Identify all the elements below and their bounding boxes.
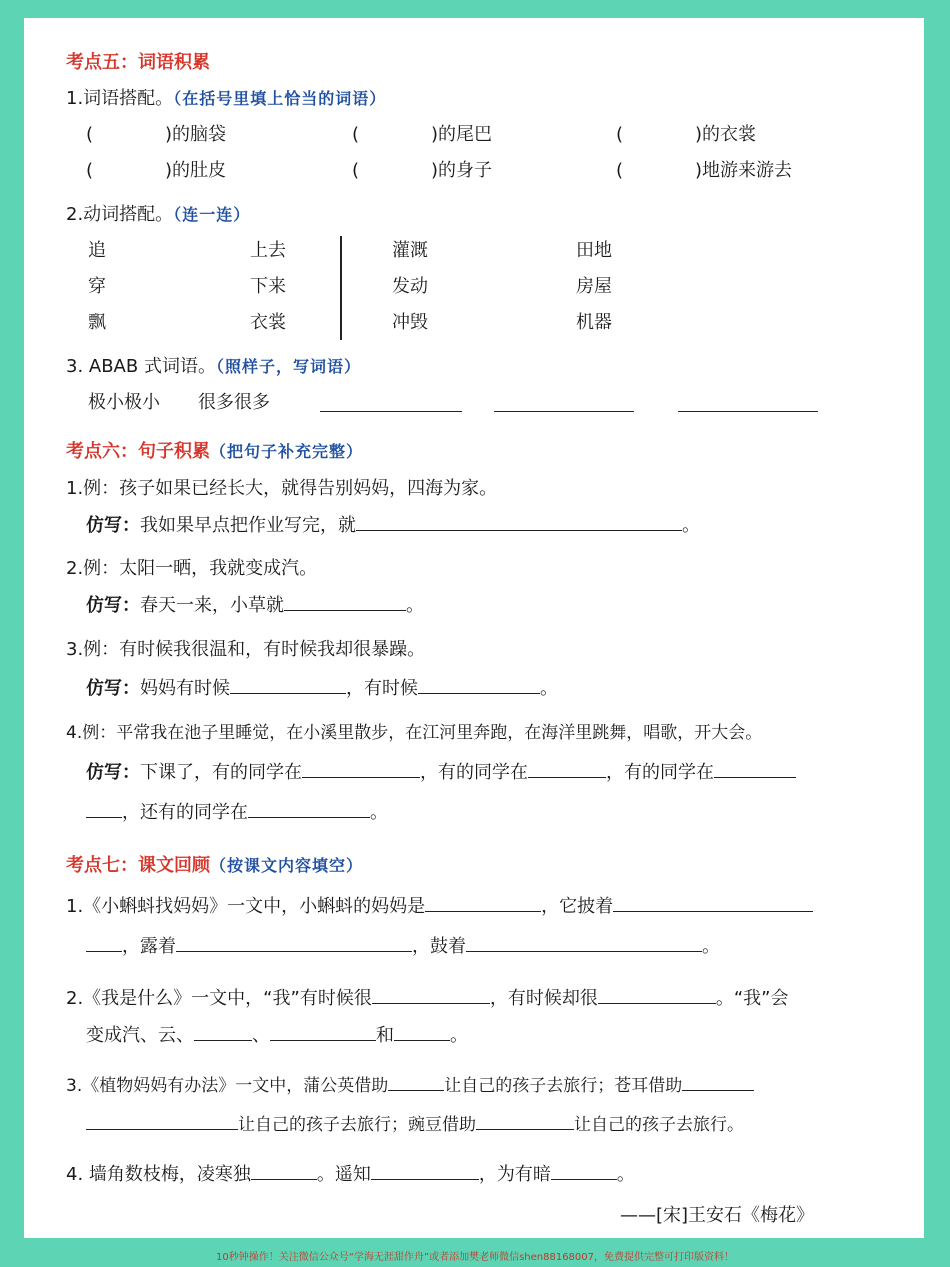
- abab-blank-3[interactable]: [678, 393, 818, 416]
- verb-left: 追: [88, 240, 106, 261]
- abab-blank-1[interactable]: [320, 393, 462, 416]
- q5-1-item-5: ( )的身子: [352, 160, 493, 181]
- q5-1-item-1: ( )的脑袋: [86, 124, 227, 145]
- object-left: 衣裳: [250, 312, 286, 333]
- q5-1-item-2: ( )的尾巴: [352, 124, 493, 145]
- review-q2-text-a: 2.《我是什么》一文中，“我”有时候很: [66, 988, 372, 1009]
- imitate-blank[interactable]: [418, 675, 540, 694]
- review-q3-text-d: 让自己的孩子去旅行。: [574, 1115, 744, 1135]
- review-q3-line1: [66, 1071, 754, 1096]
- q5-2-number: 2.动词搭配。: [66, 204, 174, 225]
- review-blank[interactable]: [476, 1111, 574, 1130]
- imitate-label: 仿写：: [86, 515, 140, 536]
- sentence-imitate-2: [86, 591, 424, 617]
- review-blank[interactable]: [466, 933, 702, 952]
- review-q3-line2: [86, 1110, 744, 1135]
- review-q3-text-c: 让自己的孩子去旅行；豌豆借助: [238, 1115, 476, 1135]
- review-blank[interactable]: [613, 893, 813, 912]
- sentence-example-2: 2.例：太阳一晒，我就变成汽。: [66, 558, 318, 579]
- review-q2-text-d: 变成汽、云、: [86, 1025, 194, 1046]
- imitate-end: 。: [370, 802, 388, 823]
- imitate-blank[interactable]: [714, 759, 796, 778]
- imitate-blank[interactable]: [230, 675, 346, 694]
- sentence-example-1: 1.例：孩子如果已经长大，就得告别妈妈，四海为家。: [66, 478, 498, 499]
- review-blank[interactable]: [86, 1111, 238, 1130]
- sentence-imitate-4-cont: [86, 798, 388, 824]
- imitate-text-c: ，有的同学在: [606, 762, 714, 783]
- q5-1-item-4: ( )的肚皮: [86, 160, 227, 181]
- section-6-header: [66, 437, 363, 463]
- q5-1-hint: （在括号里填上恰当的词语）: [173, 89, 387, 108]
- section-7-header: [66, 851, 363, 877]
- q5-3-prompt: [66, 352, 361, 378]
- imitate-blank[interactable]: [248, 799, 370, 818]
- review-blank[interactable]: [598, 985, 716, 1004]
- verb-right: 灌溉: [392, 240, 428, 261]
- review-blank[interactable]: [86, 933, 122, 952]
- review-blank[interactable]: [682, 1072, 754, 1091]
- object-right: 田地: [576, 240, 612, 261]
- review-q2-text-f: 和: [376, 1025, 394, 1046]
- review-blank[interactable]: [270, 1022, 376, 1041]
- imitate-blank[interactable]: [528, 759, 606, 778]
- section-5-title: 考点五：词语积累: [66, 52, 210, 73]
- review-q1-text-a: 1.《小蝌蚪找妈妈》一文中，小蝌蚪的妈妈是: [66, 896, 426, 917]
- sentence-example-3: 3.例：有时候我很温和，有时候我却很暴躁。: [66, 639, 426, 660]
- review-q2-line2: [86, 1021, 468, 1047]
- section-7-title: 考点七：课文回顾: [66, 855, 210, 876]
- q5-3-hint: （照样子，写词语）: [215, 357, 361, 376]
- imitate-text: 我如果早点把作业写完，就: [140, 515, 356, 536]
- review-blank[interactable]: [425, 893, 541, 912]
- review-q2-text-b: ，有时候却很: [489, 988, 598, 1009]
- imitate-label: 仿写：: [86, 595, 140, 616]
- abab-blank-2[interactable]: [494, 393, 634, 416]
- review-blank[interactable]: [551, 1161, 617, 1180]
- object-right: 房屋: [576, 276, 612, 297]
- verb-left: 穿: [88, 276, 106, 297]
- imitate-label: 仿写：: [86, 678, 140, 699]
- column-divider: [340, 236, 342, 340]
- q5-1-number: 1.词语搭配。: [66, 88, 174, 109]
- section-6-hint: （把句子补充完整）: [210, 442, 364, 461]
- sentence-imitate-4: [86, 758, 796, 784]
- review-q1-line1: [66, 892, 813, 918]
- abab-example-1: 极小极小: [88, 392, 160, 413]
- imitate-end: 。: [682, 515, 700, 536]
- review-q2-end: 。: [450, 1025, 468, 1046]
- review-q2-text-c: 。“我”会: [715, 988, 789, 1009]
- q5-2-hint: （连一连）: [173, 205, 251, 224]
- imitate-text-b: ，有的同学在: [420, 762, 528, 783]
- review-q1-line2: [86, 932, 720, 958]
- review-q2-line1: [66, 984, 788, 1010]
- sentence-example-4: 4.例：平常我在池子里睡觉，在小溪里散步，在江河里奔跑，在海洋里跳舞，唱歌，开大会。: [66, 723, 763, 743]
- imitate-text: 春天一来，小草就: [140, 595, 284, 616]
- imitate-blank[interactable]: [356, 512, 682, 531]
- review-q1-text-c: ，露着: [122, 936, 176, 957]
- review-q1-end: 。: [702, 936, 720, 957]
- object-left: 下来: [250, 276, 286, 297]
- sentence-imitate-1: [86, 511, 700, 537]
- review-q4-text-c: ，为有暗: [478, 1164, 551, 1185]
- review-blank[interactable]: [176, 933, 412, 952]
- verb-right: 冲毁: [392, 312, 428, 333]
- q5-1-prompt: [66, 84, 386, 110]
- review-blank[interactable]: [394, 1022, 450, 1041]
- verb-right: 发动: [392, 276, 428, 297]
- q5-2-prompt: [66, 200, 250, 226]
- q5-1-item-3: ( )的衣裳: [616, 124, 757, 145]
- imitate-text-d: ，还有的同学在: [122, 802, 248, 823]
- review-q1-text-d: ，鼓着: [412, 936, 466, 957]
- imitate-text-a: 妈妈有时候: [140, 678, 230, 699]
- review-q4-text-a: 4. 墙角数枝梅，凌寒独: [66, 1164, 251, 1185]
- review-q3-text-b: 让自己的孩子去旅行；苍耳借助: [444, 1076, 683, 1096]
- q5-1-item-6: ( )地游来游去: [616, 160, 793, 181]
- footer-notice: 10秒钟操作！关注微信公众号“学海无涯甜作舟”或者添加樊老师微信shen88168007，免费提供完整可打印版资料！: [215, 1252, 735, 1263]
- imitate-label: 仿写：: [86, 762, 140, 783]
- imitate-blank[interactable]: [86, 799, 122, 818]
- review-blank[interactable]: [371, 1161, 479, 1180]
- q5-3-number: 3. ABAB 式词语。: [66, 356, 216, 377]
- poem-source: ——[宋]王安石《梅花》: [620, 1205, 815, 1226]
- imitate-blank[interactable]: [302, 759, 420, 778]
- imitate-blank[interactable]: [284, 592, 406, 611]
- review-q4-end: 。: [616, 1164, 635, 1185]
- imitate-end: 。: [540, 678, 558, 699]
- review-q4-line: [66, 1160, 635, 1186]
- review-q1-text-b: ，它披着: [541, 896, 614, 917]
- imitate-text-b: ，有时候: [346, 678, 418, 699]
- section-6-title: 考点六：句子积累: [66, 441, 210, 462]
- abab-example-2: 很多很多: [198, 392, 270, 413]
- review-q2-text-e: 、: [252, 1025, 270, 1046]
- object-left: 上去: [250, 240, 286, 261]
- object-right: 机器: [576, 312, 612, 333]
- verb-left: 飘: [88, 312, 106, 333]
- review-blank[interactable]: [194, 1022, 252, 1041]
- imitate-text-a: 下课了，有的同学在: [140, 762, 302, 783]
- review-q4-text-b: 。遥知: [316, 1164, 371, 1185]
- imitate-end: 。: [406, 595, 424, 616]
- review-blank[interactable]: [251, 1161, 317, 1180]
- sentence-imitate-3: [86, 674, 558, 700]
- review-q3-text-a: 3.《植物妈妈有办法》一文中，蒲公英借助: [66, 1076, 389, 1096]
- section-7-hint: （按课文内容填空）: [210, 856, 364, 875]
- review-blank[interactable]: [388, 1072, 444, 1091]
- review-blank[interactable]: [372, 985, 490, 1004]
